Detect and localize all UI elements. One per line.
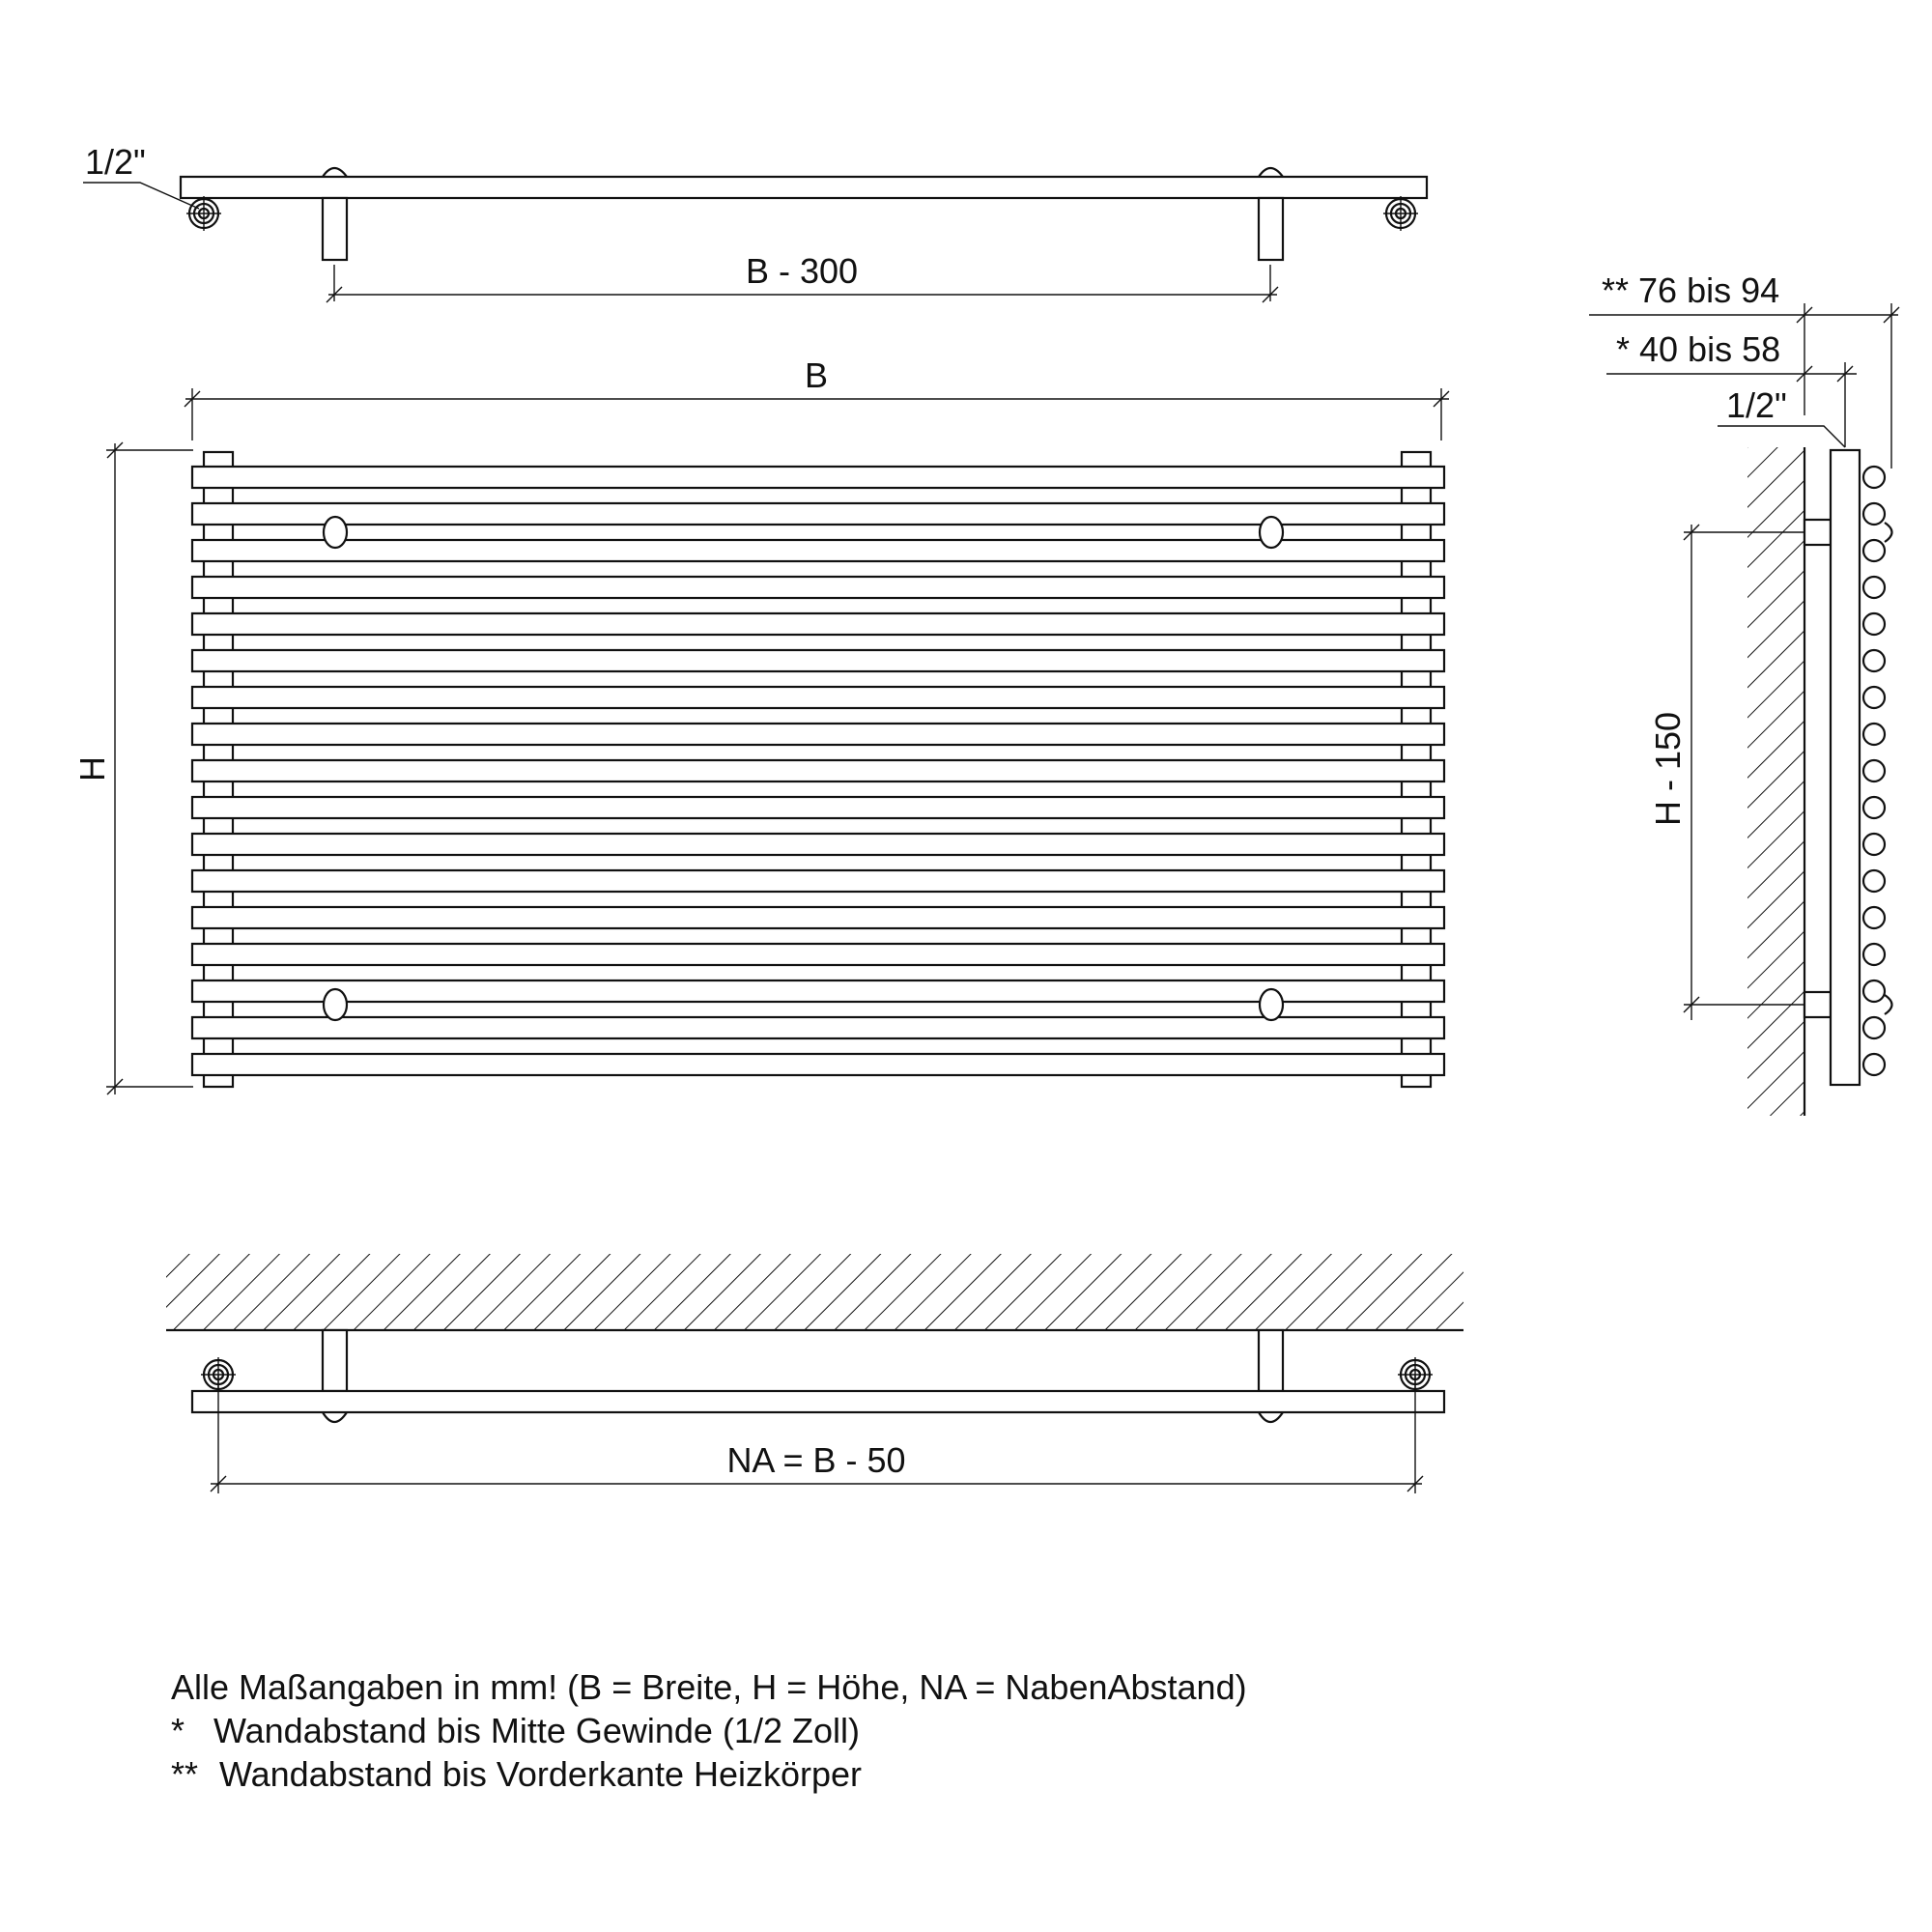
tube <box>192 724 1444 745</box>
tube-profile <box>1863 467 1885 488</box>
bottom-view-wall-hatch <box>166 1254 1463 1330</box>
tube-profile <box>1863 980 1885 1002</box>
legend-front-edge-note: Wandabstand bis Vorderkante Heizkörper <box>219 1754 863 1794</box>
tube <box>192 797 1444 818</box>
top-view-bracket-cap-left <box>323 168 347 177</box>
tube <box>192 980 1444 1002</box>
side-view-collector <box>1831 450 1860 1085</box>
bottom-view-bracket-cap-right <box>1259 1412 1283 1422</box>
legend-line-2 <box>171 1709 1247 1752</box>
tube <box>192 944 1444 965</box>
side-view-dist-front-label: ** 76 bis 94 <box>1602 270 1780 310</box>
top-view-bracket-cap-right <box>1259 168 1283 177</box>
legend <box>171 1665 1247 1796</box>
tube <box>192 1017 1444 1038</box>
tube-profile <box>1863 1017 1885 1038</box>
front-view-tubes <box>192 467 1444 1075</box>
tube-profile <box>1863 797 1885 818</box>
tube-profile <box>1863 577 1885 598</box>
top-view-thread-connection-left <box>186 196 221 231</box>
side-view-thread-label: 1/2" <box>1726 385 1787 425</box>
front-view-mount-top-left <box>324 517 347 548</box>
top-view-thread-connection-right <box>1383 196 1418 231</box>
tube <box>192 870 1444 892</box>
top-view-thread-label: 1/2" <box>85 142 146 182</box>
tube-profile <box>1863 834 1885 855</box>
tube-profile <box>1863 760 1885 781</box>
side-view-wall-hatch <box>1747 447 1804 1116</box>
side-view-mount-nub-bottom <box>1885 995 1892 1014</box>
front-view-mount-bottom-left <box>324 989 347 1020</box>
tube <box>192 650 1444 671</box>
side-view-thread-leader <box>1718 426 1845 447</box>
top-view <box>83 142 1427 302</box>
tube <box>192 503 1444 525</box>
tube-profile <box>1863 613 1885 635</box>
tube-profile <box>1863 870 1885 892</box>
legend-units-note: Alle Maßangaben in mm! (B = Breite, H = Höhe, NA = NabenAbstand) <box>171 1667 1247 1707</box>
top-view-bracket-left <box>323 198 347 260</box>
side-view <box>1589 270 1899 1116</box>
tube <box>192 907 1444 928</box>
legend-line-3 <box>171 1752 1247 1796</box>
side-view-bracket-top <box>1804 520 1831 545</box>
front-view <box>72 355 1449 1094</box>
side-view-dist-center-label: * 40 bis 58 <box>1616 329 1781 369</box>
top-view-bracket-right <box>1259 198 1283 260</box>
bottom-view-bracket-right <box>1259 1330 1283 1391</box>
bottom-view-radiator-body <box>192 1391 1444 1412</box>
top-view-radiator-body <box>181 177 1427 198</box>
tube <box>192 1054 1444 1075</box>
legend-mark-double: ** <box>171 1754 199 1794</box>
legend-line-1 <box>171 1665 1247 1709</box>
top-view-bracket-distance-label: B - 300 <box>745 251 859 291</box>
tube-profile <box>1863 650 1885 671</box>
side-view-tube-profiles <box>1863 467 1885 1075</box>
tube-profile <box>1863 687 1885 708</box>
tube-profile <box>1863 944 1885 965</box>
legend-thread-center-note: Wandabstand bis Mitte Gewinde (1/2 Zoll) <box>213 1711 860 1750</box>
bottom-view-bracket-left <box>323 1330 347 1391</box>
tube <box>192 613 1444 635</box>
tube <box>192 467 1444 488</box>
tube-profile <box>1863 724 1885 745</box>
tube <box>192 540 1444 561</box>
front-view-mount-top-right <box>1260 517 1283 548</box>
tube <box>192 577 1444 598</box>
side-view-mount-nub-top <box>1885 523 1892 542</box>
bottom-view-hub-distance-label: NA = B - 50 <box>726 1440 906 1480</box>
bottom-view-bracket-cap-left <box>323 1412 347 1422</box>
tube <box>192 687 1444 708</box>
tube <box>192 834 1444 855</box>
side-view-bracket-height-label: H - 150 <box>1648 711 1688 827</box>
tube-profile <box>1863 907 1885 928</box>
front-view-width-label: B <box>804 355 829 395</box>
side-view-bracket-bottom <box>1804 992 1831 1017</box>
front-view-mount-bottom-right <box>1260 989 1283 1020</box>
bottom-view <box>166 1254 1463 1493</box>
tube-profile <box>1863 1054 1885 1075</box>
tube-profile <box>1863 503 1885 525</box>
legend-mark-single: * <box>171 1711 185 1750</box>
tube <box>192 760 1444 781</box>
tube-profile <box>1863 540 1885 561</box>
front-view-height-label: H <box>72 756 112 781</box>
